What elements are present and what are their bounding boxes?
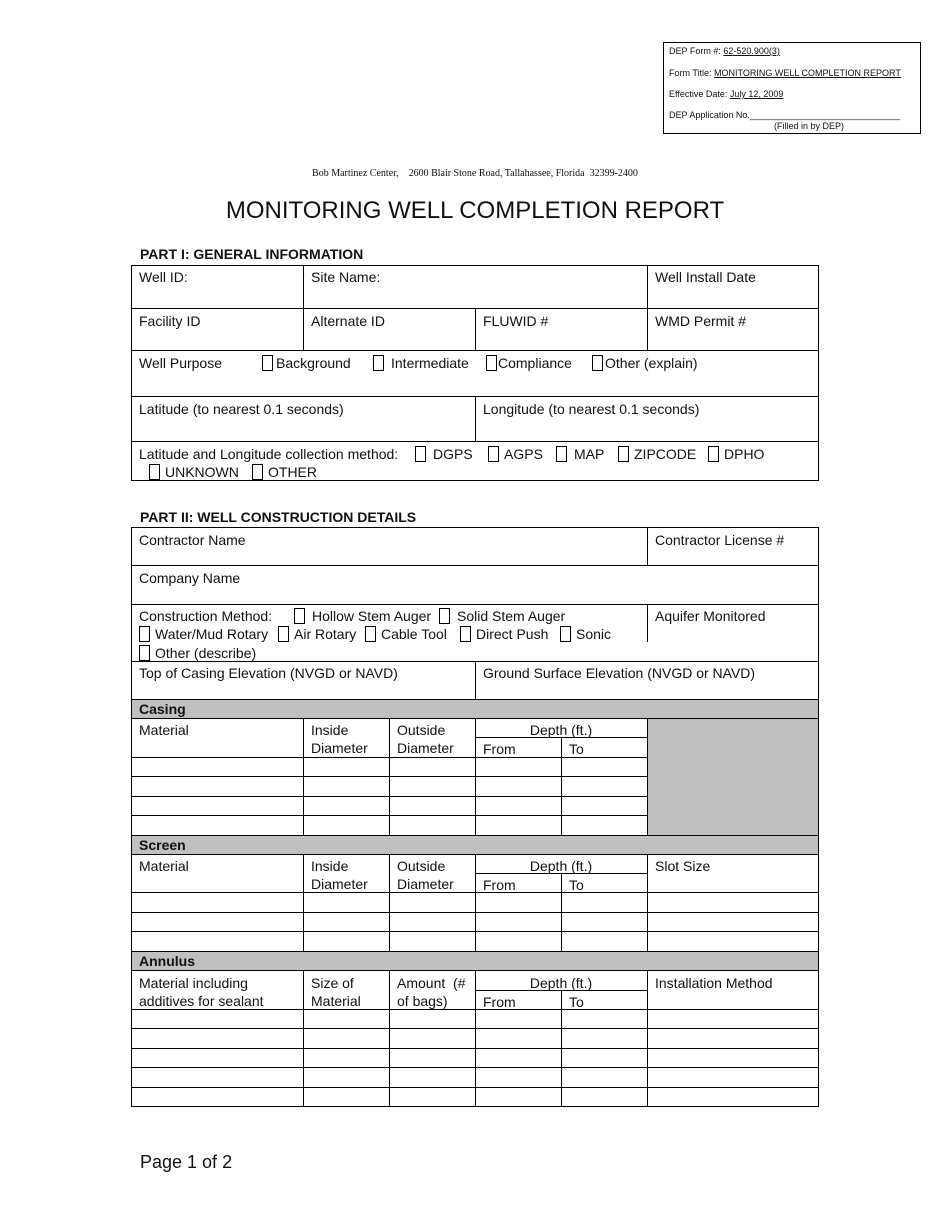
collection-method-label: Latitude and Longitude collection method:: [139, 446, 399, 462]
annulus-to-header: To: [569, 994, 584, 1010]
method-dpho-label: DPHO: [724, 446, 765, 462]
checkbox-icon[interactable]: [486, 355, 497, 371]
checkbox-icon[interactable]: [294, 608, 305, 624]
screen-to-header: To: [569, 877, 584, 893]
method-map-label: MAP: [574, 446, 605, 462]
casing-inside-diameter-header: [303, 719, 376, 759]
effective-date-label: Effective Date:: [669, 89, 728, 99]
casing-outside-text: Outside: [397, 722, 446, 738]
method-zipcode[interactable]: [610, 443, 704, 465]
method-zipcode-label: ZIPCODE: [634, 446, 697, 462]
screen-heading: Screen: [139, 837, 186, 853]
contractor-license-label: Contractor License #: [655, 532, 785, 548]
construction-cable-tool[interactable]: [357, 623, 455, 645]
annulus-amount-line1: Amount (#: [397, 975, 466, 991]
checkbox-icon[interactable]: [278, 626, 289, 642]
purpose-compliance-label: Compliance: [498, 355, 572, 371]
page-number: Page 1 of 2: [140, 1152, 233, 1172]
annulus-from-header: From: [483, 994, 516, 1010]
casing-to-header: To: [569, 741, 584, 757]
part1-heading: PART I: GENERAL INFORMATION: [140, 246, 364, 262]
company-name-label: Company Name: [139, 570, 241, 586]
annulus-size-line2: Material: [311, 993, 361, 1009]
purpose-background[interactable]: [254, 352, 359, 374]
checkbox-icon[interactable]: [592, 355, 603, 371]
construction-other-label: Other (describe): [155, 645, 257, 661]
alternate-id-label: Alternate ID: [311, 313, 385, 329]
screen-slot-size-header: Slot Size: [655, 858, 711, 874]
method-agps-label: AGPS: [504, 446, 543, 462]
well-id-label: Well ID:: [139, 269, 188, 285]
form-title-value: MONITORING WELL COMPLETION REPORT: [714, 68, 901, 78]
construction-sonic-label: Sonic: [576, 626, 612, 642]
construction-cable-tool-label: Cable Tool: [381, 626, 447, 642]
fluwid-label: FLUWID #: [483, 313, 549, 329]
wmd-permit-label: WMD Permit #: [655, 313, 746, 329]
construction-water-mud-label: Water/Mud Rotary: [155, 626, 269, 642]
construction-method-label: Construction Method:: [139, 608, 273, 624]
annulus-amount-header: [389, 972, 473, 1012]
checkbox-icon[interactable]: [262, 355, 273, 371]
purpose-compliance[interactable]: [478, 352, 580, 374]
checkbox-icon[interactable]: [439, 608, 450, 624]
method-unknown[interactable]: [141, 461, 247, 483]
casing-from-header: From: [483, 741, 516, 757]
checkbox-icon[interactable]: [415, 446, 426, 462]
construction-air-rotary-label: Air Rotary: [294, 626, 357, 642]
checkbox-icon[interactable]: [560, 626, 571, 642]
method-map[interactable]: [548, 443, 612, 465]
casing-diameter-text-2: Diameter: [397, 740, 454, 756]
checkbox-icon[interactable]: [488, 446, 499, 462]
checkbox-icon[interactable]: [460, 626, 471, 642]
filled-by-note: (Filled in by DEP): [774, 121, 845, 131]
annulus-size-line1: Size of: [311, 975, 354, 991]
checkbox-icon[interactable]: [708, 446, 719, 462]
checkbox-icon[interactable]: [373, 355, 384, 371]
checkbox-icon[interactable]: [556, 446, 567, 462]
construction-other[interactable]: [132, 642, 264, 664]
screen-diameter-text-2: Diameter: [397, 876, 454, 892]
construction-sonic[interactable]: [552, 623, 619, 645]
annulus-material-header: [131, 972, 272, 1012]
screen-inside-text: Inside: [311, 858, 349, 874]
well-purpose-label: Well Purpose: [139, 355, 223, 371]
checkbox-icon[interactable]: [618, 446, 629, 462]
purpose-background-label: Background: [276, 355, 351, 371]
part2-heading: PART II: WELL CONSTRUCTION DETAILS: [140, 509, 417, 525]
method-dgps-label: DGPS: [433, 446, 473, 462]
casing-inside-text: Inside: [311, 722, 349, 738]
screen-diameter-text: Diameter: [311, 876, 368, 892]
application-number-field[interactable]: ______________________________: [749, 110, 901, 120]
construction-air-rotary[interactable]: [270, 623, 364, 645]
screen-outside-text: Outside: [397, 858, 446, 874]
site-name-label: Site Name:: [311, 269, 381, 285]
annulus-installation-method-header: Installation Method: [655, 975, 773, 991]
annulus-material-line2: additives for sealant: [139, 993, 264, 1009]
method-other-label: OTHER: [268, 464, 317, 480]
screen-from-header: From: [483, 877, 516, 893]
screen-depth-header: Depth (ft.): [529, 858, 593, 874]
casing-diameter-text: Diameter: [311, 740, 368, 756]
annulus-heading: Annulus: [139, 953, 195, 969]
form-number-label: DEP Form #:: [669, 46, 721, 56]
aquifer-monitored-label: Aquifer Monitored: [655, 608, 766, 624]
purpose-intermediate-label: Intermediate: [391, 355, 469, 371]
form-info-box: [663, 42, 921, 134]
casing-material-header: Material: [139, 722, 189, 738]
page-title: MONITORING WELL COMPLETION REPORT: [225, 197, 725, 224]
annulus-amount-line2: of bags): [397, 993, 448, 1009]
annulus-size-header: [303, 972, 369, 1012]
longitude-label: Longitude (to nearest 0.1 seconds): [483, 401, 700, 417]
method-dgps[interactable]: [407, 443, 481, 465]
checkbox-icon[interactable]: [149, 464, 160, 480]
purpose-other-label: Other (explain): [605, 355, 698, 371]
construction-hollow-stem-label: Hollow Stem Auger: [312, 608, 432, 624]
form-number: [669, 46, 780, 56]
latitude-label: Latitude (to nearest 0.1 seconds): [139, 401, 344, 417]
purpose-intermediate[interactable]: [365, 352, 477, 374]
checkbox-icon[interactable]: [139, 626, 150, 642]
method-dpho[interactable]: [700, 443, 772, 465]
screen-inside-diameter-header: [303, 855, 376, 895]
construction-direct-push-label: Direct Push: [476, 626, 549, 642]
method-unknown-label: UNKNOWN: [165, 464, 239, 480]
form-title: [669, 68, 901, 78]
effective-date-value: July 12, 2009: [729, 89, 784, 99]
checkbox-icon[interactable]: [252, 464, 263, 480]
screen-material-header: Material: [139, 858, 189, 874]
form-number-value: 62-520.900(3): [723, 46, 780, 56]
casing-outside-diameter-header: [389, 719, 462, 759]
facility-id-label: Facility ID: [139, 313, 201, 329]
screen-outside-diameter-header: [389, 855, 462, 895]
method-other[interactable]: [244, 461, 325, 483]
application-number-label: DEP Application No.: [669, 110, 750, 120]
effective-date: [669, 89, 892, 99]
casing-heading: Casing: [139, 701, 186, 717]
construction-solid-stem-label: Solid Stem Auger: [457, 608, 566, 624]
casing-depth-header: Depth (ft.): [529, 722, 593, 738]
form-title-label: Form Title:: [669, 68, 712, 78]
construction-direct-push[interactable]: [452, 623, 556, 645]
checkbox-icon[interactable]: [139, 645, 150, 661]
annulus-depth-header: Depth (ft.): [529, 975, 593, 991]
application-number: [669, 110, 900, 120]
method-agps[interactable]: [480, 443, 551, 465]
well-install-date-label: Well Install Date: [655, 269, 756, 285]
checkbox-icon[interactable]: [365, 626, 376, 642]
contractor-name-label: Contractor Name: [139, 532, 246, 548]
ground-surface-elevation-label: Ground Surface Elevation (NVGD or NAVD): [483, 665, 756, 681]
address-line: Bob Martinez Center, 2600 Blair Stone Road, Tallahassee, Florida 32399-2400: [312, 168, 638, 179]
purpose-other[interactable]: [584, 352, 706, 374]
annulus-material-line1: Material including: [139, 975, 248, 991]
top-casing-elevation-label: Top of Casing Elevation (NVGD or NAVD): [139, 665, 398, 681]
